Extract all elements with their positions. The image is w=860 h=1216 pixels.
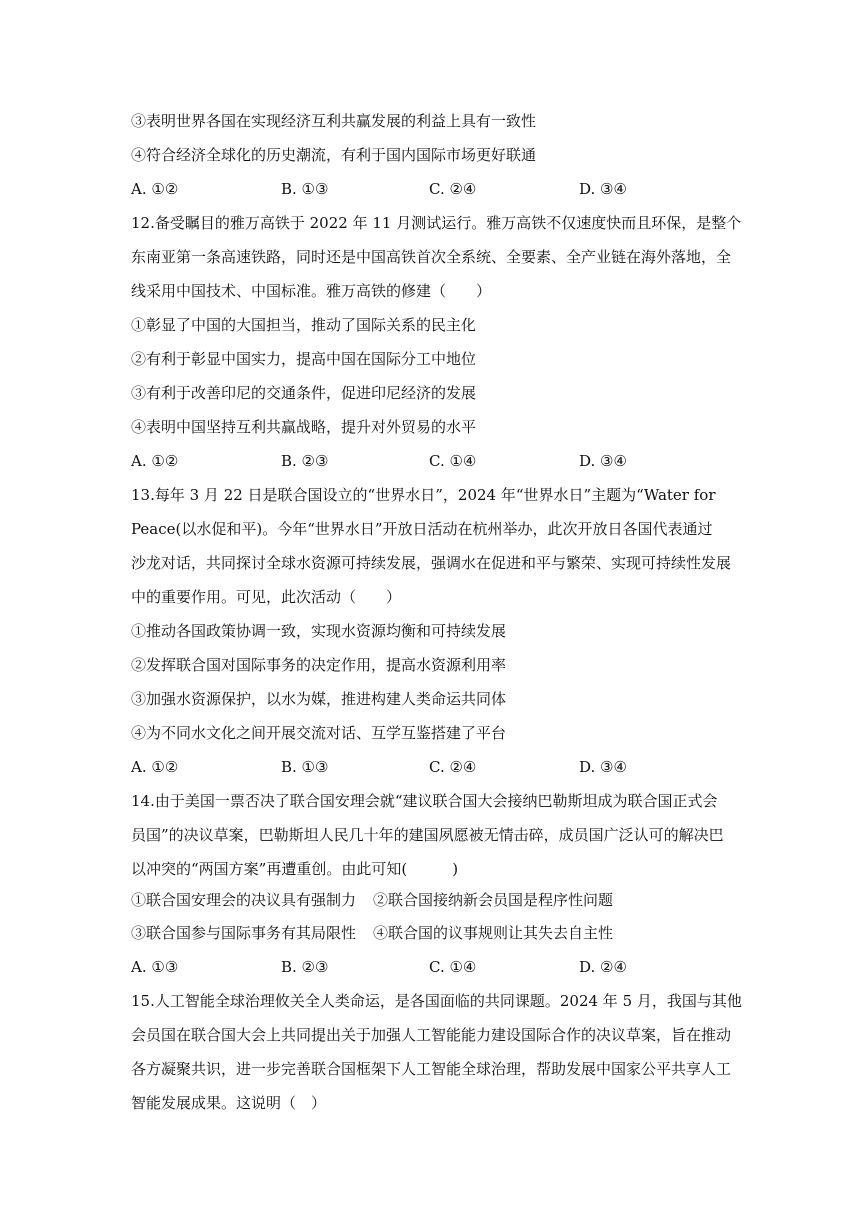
q13-options <box>131 757 731 777</box>
q14-items-row-2 <box>131 923 731 943</box>
q14-option-d[interactable]: D. ②④ <box>579 958 627 976</box>
q12-item-2: ②有利于彰显中国实力，提高中国在国际分工中地位 <box>131 350 477 368</box>
q14-item-2: ②联合国接纳新会员国是程序性问题 <box>373 891 614 909</box>
q12-option-c[interactable]: C. ①④ <box>429 452 477 470</box>
q15-stem-line-3: 各方凝聚共识，进一步完善联合国框架下人工智能全球治理，帮助发展中国家公平共享人工 <box>131 1060 732 1078</box>
q11-option-b[interactable]: B. ①③ <box>281 180 329 198</box>
q13-item-1: ①推动各国政策协调一致，实现水资源均衡和可持续发展 <box>131 622 507 640</box>
q12-option-a[interactable]: A. ①② <box>131 452 179 470</box>
q13-item-2: ②发挥联合国对国际事务的决定作用，提高水资源利用率 <box>131 656 507 674</box>
q13-item-4: ④为不同水文化之间开展交流对话、互学互鉴搭建了平台 <box>131 724 507 742</box>
q11-option-d[interactable]: D. ③④ <box>579 180 627 198</box>
q13-stem-line-2: Peace(以水促和平)。今年“世界水日”开放日活动在杭州举办，此次开放日各国代表通过 <box>131 520 713 538</box>
q11-item-4: ④符合经济全球化的历史潮流，有利于国内国际市场更好联通 <box>131 146 537 164</box>
q12-stem-line-2: 东南亚第一条高速铁路，同时还是中国高铁首次全系统、全要素、全产业链在海外落地，全 <box>131 248 732 266</box>
q12-item-3: ③有利于改善印尼的交通条件，促进印尼经济的发展 <box>131 384 477 402</box>
q13-option-a[interactable]: A. ①② <box>131 758 179 776</box>
q15-stem-line-4: 智能发展成果。这说明（ ） <box>131 1094 327 1112</box>
q13-option-b[interactable]: B. ①③ <box>281 758 329 776</box>
q14-stem-line-2: 员国”的决议草案，巴勒斯坦人民几十年的建国夙愿被无情击碎，成员国广泛认可的解决巴 <box>131 826 724 844</box>
q12-item-1: ①彰显了中国的大国担当，推动了国际关系的民主化 <box>131 316 477 334</box>
q14-options <box>131 957 731 977</box>
q14-item-3: ③联合国参与国际事务有其局限性 <box>131 924 357 942</box>
q13-item-3: ③加强水资源保护，以水为媒，推进构建人类命运共同体 <box>131 690 507 708</box>
q12-item-4: ④表明中国坚持互利共赢战略，提升对外贸易的水平 <box>131 418 477 436</box>
q13-stem-line-4: 中的重要作用。可见，此次活动（ ） <box>131 588 402 606</box>
q14-option-b[interactable]: B. ②③ <box>281 958 329 976</box>
q14-item-4: ④联合国的议事规则让其失去自主性 <box>373 924 614 942</box>
q13-stem-line-1: 13.每年 3 月 22 日是联合国设立的“世界水日”，2024 年“世界水日”主题为“Water for <box>131 486 716 504</box>
q14-stem-line-3: 以冲突的“两国方案”再遭重创。由此可知( ) <box>131 860 459 878</box>
q13-option-d[interactable]: D. ③④ <box>579 758 627 776</box>
q14-stem-line-1: 14.由于美国一票否决了联合国安理会就“建议联合国大会接纳巴勒斯坦成为联合国正式会 <box>131 792 718 810</box>
q14-option-a[interactable]: A. ①③ <box>131 958 179 976</box>
q12-stem-line-3: 线采用中国技术、中国标准。雅万高铁的修建（ ） <box>131 282 492 300</box>
q12-stem-line-1: 12.备受瞩目的雅万高铁于 2022 年 11 月测试运行。雅万高铁不仅速度快而且环保，是整个 <box>131 214 742 232</box>
q15-stem-line-1: 15.人工智能全球治理攸关全人类命运，是各国面临的共同课题。2024 年 5 月，我国与其他 <box>131 992 742 1010</box>
q12-option-d[interactable]: D. ③④ <box>579 452 627 470</box>
q12-option-b[interactable]: B. ②③ <box>281 452 329 470</box>
q14-item-1: ①联合国安理会的决议具有强制力 <box>131 891 357 909</box>
q15-stem-line-2: 会员国在联合国大会上共同提出关于加强人工智能能力建设国际合作的决议草案，旨在推动 <box>131 1026 732 1044</box>
q11-item-3: ③表明世界各国在实现经济互利共赢发展的利益上具有一致性 <box>131 112 537 130</box>
q12-options <box>131 451 731 471</box>
q13-option-c[interactable]: C. ②④ <box>429 758 477 776</box>
q14-option-c[interactable]: C. ①④ <box>429 958 477 976</box>
q11-option-a[interactable]: A. ①② <box>131 180 179 198</box>
q14-items-row-1 <box>131 890 731 910</box>
q11-options <box>131 179 731 199</box>
q13-stem-line-3: 沙龙对话，共同探讨全球水资源可持续发展，强调水在促进和平与繁荣、实现可持续性发展 <box>131 554 732 572</box>
q11-option-c[interactable]: C. ②④ <box>429 180 477 198</box>
